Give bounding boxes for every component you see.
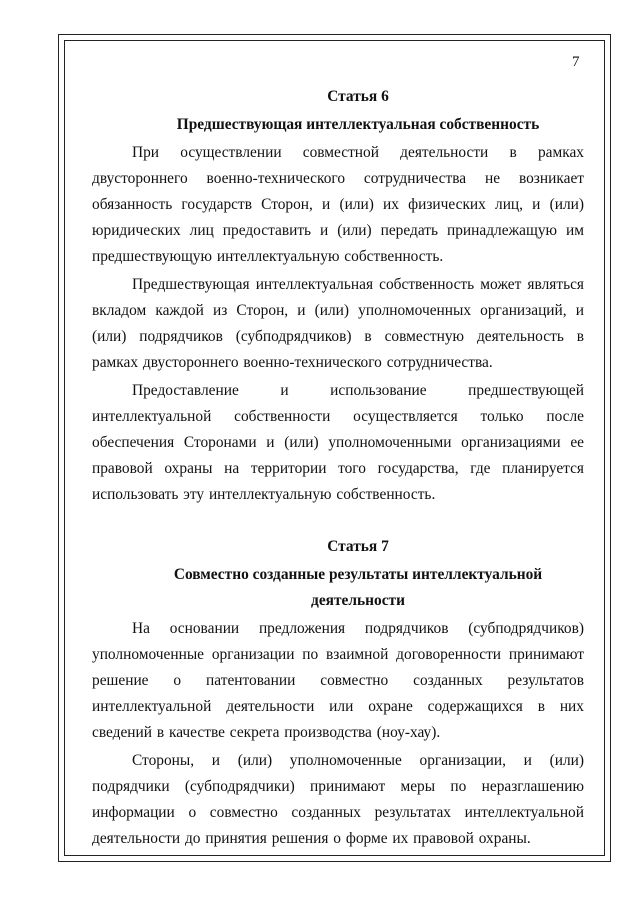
document-body xyxy=(92,84,584,852)
article-6 xyxy=(92,84,584,508)
article-7-label: Статья 7 xyxy=(327,538,389,555)
article-7 xyxy=(92,534,584,852)
page-number: 7 xyxy=(572,54,580,70)
article-6-label: Статья 6 xyxy=(327,88,389,105)
article-7-title-line-1: Совместно созданные результаты интеллектуальной xyxy=(173,566,543,583)
article-6-paragraph-1: При осуществлении совместной деятельности в рамках двустороннего военно-технического сотрудничества не возникает обязанность государств Сторон, и (или) их физических лиц, и (или) юридических лиц предоставить и (или) передать принадлежащую им предшествующую интеллектуальную собственность. xyxy=(92,144,584,265)
article-6-paragraph-3: Предоставление и использование предшествующей интеллектуальной собственности осуществляется только после обеспечения Сторонами и (или) уполномоченными организациями ее правовой охраны на территории того государства, где планируется использовать эту интеллектуальную собственность. xyxy=(92,382,584,503)
article-6-title: Предшествующая интеллектуальная собственность xyxy=(176,116,540,133)
article-7-paragraph-2: Стороны, и (или) уполномоченные организации, и (или) подрядчики (субподрядчики) принимают меры по неразглашению информации о совместно созданных результатах интеллектуальной деятельности до принятия решения о форме их правовой охраны. xyxy=(92,752,584,847)
article-6-paragraph-2: Предшествующая интеллектуальная собственность может являться вкладом каждой из Сторон, и (или) уполномоченных организаций, и (или) подрядчиков (субподрядчиков) в совместную деятельность в рамках двустороннего военно-технического сотрудничества. xyxy=(92,276,584,371)
article-7-paragraph-1: На основании предложения подрядчиков (субподрядчиков) уполномоченные организации по взаимной договоренности принимают решение о патентовании совместно созданных результатов интеллектуальной деятельности или охране содержащихся в них сведений в качестве секрета производства (ноу-хау). xyxy=(92,620,584,741)
article-7-title-line-2: деятельности xyxy=(311,592,405,609)
